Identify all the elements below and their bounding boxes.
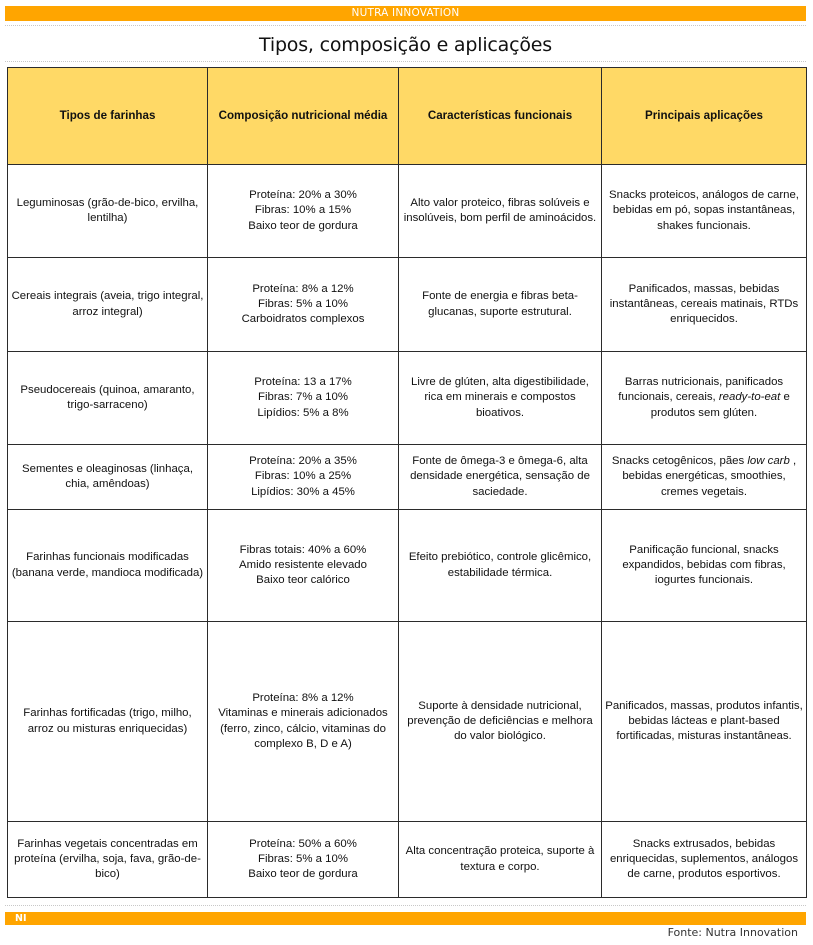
brand-name: NUTRA INNOVATION bbox=[351, 7, 460, 19]
table-row bbox=[8, 510, 807, 622]
cell-applications: Panificados, massas, bebidas instantâneas, cereais matinais, RTDs enriquecidos. bbox=[602, 258, 807, 352]
table-header-row bbox=[8, 68, 807, 165]
column-header-composition: Composição nutricional média bbox=[208, 68, 399, 165]
column-header-applications: Principais aplicações bbox=[602, 68, 807, 165]
cell-composition: Proteína: 8% a 12% Vitaminas e minerais adicionados (ferro, zinco, cálcio, vitaminas do complexo B, D e A) bbox=[208, 622, 399, 822]
brand-bar bbox=[5, 6, 806, 21]
cell-composition: Proteína: 13 a 17% Fibras: 7% a 10% Lipídios: 5% a 8% bbox=[208, 352, 399, 445]
cell-composition: Proteína: 20% a 30% Fibras: 10% a 15% Baixo teor de gordura bbox=[208, 165, 399, 258]
cell-features: Suporte à densidade nutricional, prevenção de deficiências e melhora do valor biológico. bbox=[399, 622, 602, 822]
cell-applications: Panificação funcional, snacks expandidos, bebidas com fibras, iogurtes funcionais. bbox=[602, 510, 807, 622]
table-row bbox=[8, 165, 807, 258]
bottom-divider bbox=[5, 905, 806, 906]
column-header-features: Características funcionais bbox=[399, 68, 602, 165]
cell-features: Fonte de energia e fibras beta-glucanas, suporte estrutural. bbox=[399, 258, 602, 352]
cell-applications: Snacks extrusados, bebidas enriquecidas, suplementos, análogos de carne, produtos esportivos. bbox=[602, 822, 807, 898]
cell-applications: Snacks proteicos, análogos de carne, bebidas em pó, sopas instantâneas, shakes funcionais. bbox=[602, 165, 807, 258]
cell-type: Farinhas vegetais concentradas em proteína (ervilha, soja, fava, grão-de-bico) bbox=[8, 822, 208, 898]
flour-types-table bbox=[7, 67, 807, 898]
cell-composition: Fibras totais: 40% a 60% Amido resistente elevado Baixo teor calórico bbox=[208, 510, 399, 622]
cell-applications bbox=[602, 445, 807, 510]
top-divider bbox=[5, 25, 806, 26]
cell-features: Alto valor proteico, fibras solúveis e insolúveis, bom perfil de aminoácidos. bbox=[399, 165, 602, 258]
cell-features: Livre de glúten, alta digestibilidade, rica em minerais e compostos bioativos. bbox=[399, 352, 602, 445]
applications-text: Barras nutricionais, panificados funcionais, cereais, bbox=[618, 376, 784, 404]
cell-features: Alta concentração proteica, suporte à textura e corpo. bbox=[399, 822, 602, 898]
table-row bbox=[8, 445, 807, 510]
source-caption: Fonte: Nutra Innovation bbox=[667, 926, 798, 939]
footer-badge: NI bbox=[15, 913, 27, 924]
applications-italic-term: low carb bbox=[747, 455, 790, 468]
title-divider bbox=[5, 61, 806, 62]
applications-text: , bebidas energéticas, smoothies, cremes vegetais. bbox=[622, 455, 797, 498]
page-title: Tipos, composição e aplicações bbox=[259, 34, 552, 56]
table-row bbox=[8, 258, 807, 352]
applications-text: e produtos sem glúten. bbox=[650, 391, 790, 419]
footer-bar bbox=[5, 912, 806, 925]
cell-applications: Panificados, massas, produtos infantis, bebidas lácteas e plant-based fortificadas, misturas instantâneas. bbox=[602, 622, 807, 822]
cell-composition: Proteína: 8% a 12% Fibras: 5% a 10% Carboidratos complexos bbox=[208, 258, 399, 352]
cell-type: Farinhas fortificadas (trigo, milho, arroz ou misturas enriquecidas) bbox=[8, 622, 208, 822]
column-header-types: Tipos de farinhas bbox=[8, 68, 208, 165]
cell-type: Farinhas funcionais modificadas (banana verde, mandioca modificada) bbox=[8, 510, 208, 622]
cell-features: Efeito prebiótico, controle glicêmico, estabilidade térmica. bbox=[399, 510, 602, 622]
applications-text: Snacks cetogênicos, pães bbox=[611, 455, 748, 468]
cell-features: Fonte de ômega-3 e ômega-6, alta densidade energética, sensação de saciedade. bbox=[399, 445, 602, 510]
cell-composition: Proteína: 50% a 60% Fibras: 5% a 10% Baixo teor de gordura bbox=[208, 822, 399, 898]
applications-italic-term: ready-to-eat bbox=[718, 391, 781, 404]
table-row bbox=[8, 622, 807, 822]
cell-type: Cereais integrais (aveia, trigo integral, arroz integral) bbox=[8, 258, 208, 352]
cell-type: Pseudocereais (quinoa, amaranto, trigo-sarraceno) bbox=[8, 352, 208, 445]
table-row bbox=[8, 352, 807, 445]
cell-type: Leguminosas (grão-de-bico, ervilha, lentilha) bbox=[8, 165, 208, 258]
cell-type: Sementes e oleaginosas (linhaça, chia, amêndoas) bbox=[8, 445, 208, 510]
table-row bbox=[8, 822, 807, 898]
cell-composition: Proteína: 20% a 35% Fibras: 10% a 25% Lipídios: 30% a 45% bbox=[208, 445, 399, 510]
cell-applications bbox=[602, 352, 807, 445]
